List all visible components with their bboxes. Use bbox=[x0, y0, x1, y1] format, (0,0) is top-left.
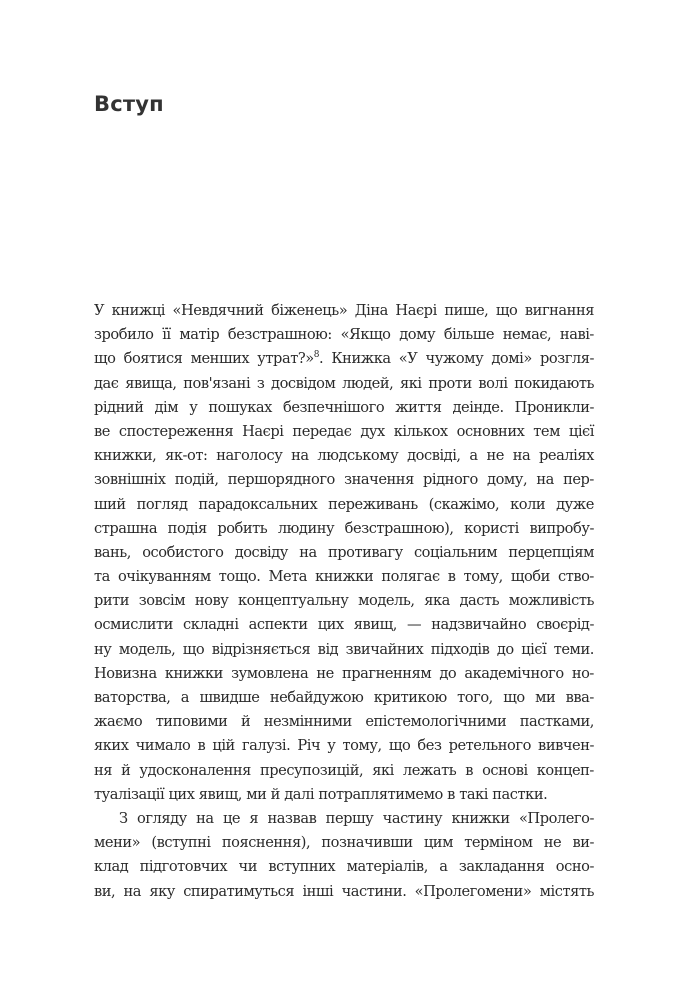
text-line: ваторства, а швидше небайдужою критикою того, що ми вва- bbox=[94, 689, 594, 706]
text-line: вань, особистого досвіду на противагу соціальним перцепціям bbox=[94, 543, 594, 561]
text-line: та очікуванням тощо. Мета книжки полягає в тому, щоби ство- bbox=[94, 568, 594, 586]
body-text bbox=[94, 299, 594, 904]
text-line: зробило її матір безстрашною: «Якщо дому більше немає, наві- bbox=[94, 326, 594, 344]
text-line: туалізації цих явищ, ми й далі потраплятимемо в такі пастки. bbox=[94, 785, 548, 803]
footnote-marker: 8 bbox=[313, 350, 319, 361]
text-line: осмислити складні аспекти цих явищ, — надзвичайно своєрід- bbox=[94, 616, 594, 634]
text-line: дає явища, пов'язані з досвідом людей, які проти волі покидають bbox=[94, 374, 594, 392]
text-line: страшна подія робить людину безстрашною), користі випробу- bbox=[94, 519, 594, 537]
text-line: ви, на яку спиратимуться інші частини. «Пролегомени» містять bbox=[94, 882, 594, 900]
text-line: зовнішніх подій, першорядного значення рідного дому, на пер- bbox=[94, 471, 594, 489]
text-line: Новизна книжки зумовлена не прагненням до академічного но- bbox=[94, 664, 594, 682]
text-line: З огляду на це я назвав першу частину книжки «Пролего- bbox=[119, 809, 594, 827]
text-line: ну модель, що відрізняється від звичайних підходів до цієї теми. bbox=[94, 640, 594, 658]
text-line: клад підготовчих чи вступних матеріалів, а закладання осно- bbox=[94, 858, 594, 876]
text-line: мени» (вступні пояснення), позначивши цим терміном не ви- bbox=[94, 834, 594, 852]
text-line: У книжці «Невдячний біженець» Діна Наєрі пише, що вигнання bbox=[94, 302, 594, 319]
text-line: ня й удосконалення пресупозицій, які лежать в основі концеп- bbox=[94, 761, 594, 779]
text-line: рідний дім у пошуках безпечнішого життя деінде. Проникли- bbox=[94, 398, 594, 416]
page-title: Вступ bbox=[94, 92, 164, 116]
text-line: жаємо типовими й незмінними епістемологічними пастками, bbox=[94, 713, 594, 731]
text-line: яких чимало в цій галузі. Річ у тому, що без ретельного вивчен- bbox=[94, 737, 594, 755]
text-line: що боятися менших утрат?»$^8$. Книжка «У чужому домі» розгля- bbox=[94, 350, 594, 368]
text-line: ший погляд парадоксальних переживань (скажімо, коли дуже bbox=[94, 495, 594, 513]
text-line: ве спостереження Наєрі передає дух кількох основних тем цієї bbox=[94, 422, 594, 440]
text-line: книжки, як-от: наголосу на людському досвіді, а не на реаліях bbox=[94, 447, 594, 465]
text-line: рити зовсім нову концептуальну модель, яка дасть можливість bbox=[94, 592, 594, 610]
paragraph bbox=[94, 807, 594, 904]
paragraph bbox=[94, 299, 594, 807]
